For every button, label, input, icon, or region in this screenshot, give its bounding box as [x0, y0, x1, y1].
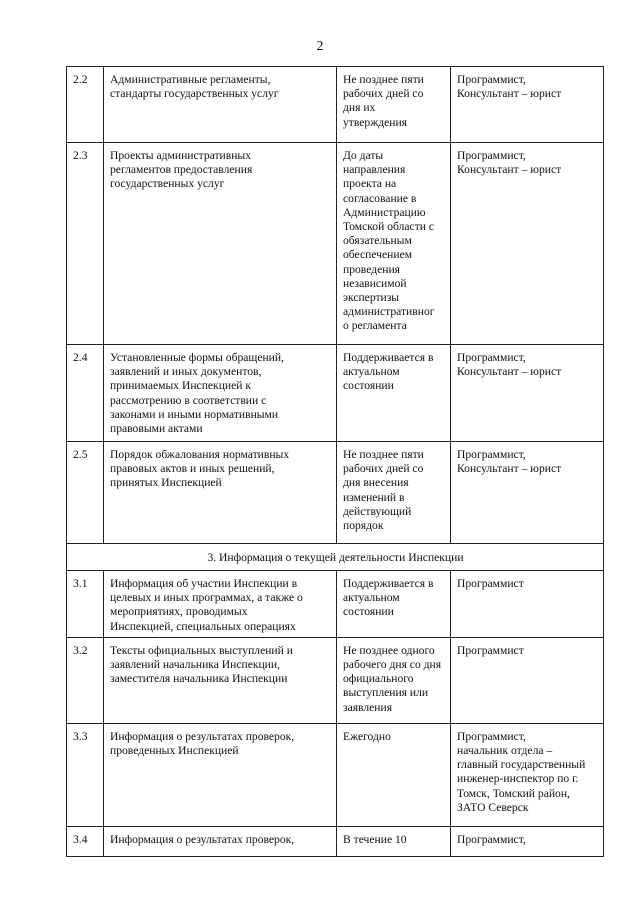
- item-description: Тексты официальных выступлений и заявлений начальника Инспекции, заместителя начальника Инспекции: [104, 637, 337, 723]
- row-number: 3.3: [67, 723, 104, 826]
- schedule-table: [66, 66, 604, 857]
- responsible: Программист, Консультант – юрист: [451, 67, 604, 143]
- deadline: Не позднее пяти рабочих дней со дня их утверждения: [337, 67, 451, 143]
- item-description: Порядок обжалования нормативных правовых актов и иных решений, принятых Инспекцией: [104, 442, 337, 544]
- responsible: Программист, Консультант – юрист: [451, 143, 604, 345]
- responsible: Программист, Консультант – юрист: [451, 442, 604, 544]
- table-row: [67, 442, 604, 544]
- row-number: 2.5: [67, 442, 104, 544]
- responsible: Программист, начальник отдела – главный государственный инженер-инспектор по г. Томск, Томский район, ЗАТО Северск: [451, 723, 604, 826]
- item-description: Административные регламенты, стандарты государственных услуг: [104, 67, 337, 143]
- row-number: 3.2: [67, 637, 104, 723]
- row-number: 2.4: [67, 345, 104, 442]
- item-description: Установленные формы обращений, заявлений и иных документов, принимаемых Инспекцией к рассмотрению в соответствии с законами и иными нормативными правовыми актами: [104, 345, 337, 442]
- table-row: [67, 345, 604, 442]
- table-row: [67, 67, 604, 143]
- deadline: Не позднее одного рабочего дня со дня официального выступления или заявления: [337, 637, 451, 723]
- table-row: [67, 826, 604, 856]
- deadline: Ежегодно: [337, 723, 451, 826]
- deadline: Поддерживается в актуальном состоянии: [337, 345, 451, 442]
- item-description: Информация об участии Инспекции в целевых и иных программах, а также о мероприятиях, проводимых Инспекцией, специальных операциях: [104, 571, 337, 638]
- section-header-row: [67, 544, 604, 571]
- table-row: [67, 723, 604, 826]
- row-number: 2.2: [67, 67, 104, 143]
- row-number: 3.1: [67, 571, 104, 638]
- responsible: Программист,: [451, 826, 604, 856]
- deadline: До даты направления проекта на согласование в Администрацию Томской области с обязательным обеспечением проведения независимой экспертизы административног о регламента: [337, 143, 451, 345]
- section-title: 3. Информация о текущей деятельности Инспекции: [67, 544, 604, 571]
- page-number: 2: [316, 38, 324, 53]
- item-description: Проекты административных регламентов предоставления государственных услуг: [104, 143, 337, 345]
- deadline: В течение 10: [337, 826, 451, 856]
- table-row: [67, 637, 604, 723]
- responsible: Программист, Консультант – юрист: [451, 345, 604, 442]
- item-description: Информация о результатах проверок, проведенных Инспекцией: [104, 723, 337, 826]
- responsible: Программист: [451, 571, 604, 638]
- item-description: Информация о результатах проверок,: [104, 826, 337, 856]
- deadline: Поддерживается в актуальном состоянии: [337, 571, 451, 638]
- row-number: 3.4: [67, 826, 104, 856]
- deadline: Не позднее пяти рабочих дней со дня внесения изменений в действующий порядок: [337, 442, 451, 544]
- table-row: [67, 143, 604, 345]
- table-row: [67, 571, 604, 638]
- responsible: Программист: [451, 637, 604, 723]
- row-number: 2.3: [67, 143, 104, 345]
